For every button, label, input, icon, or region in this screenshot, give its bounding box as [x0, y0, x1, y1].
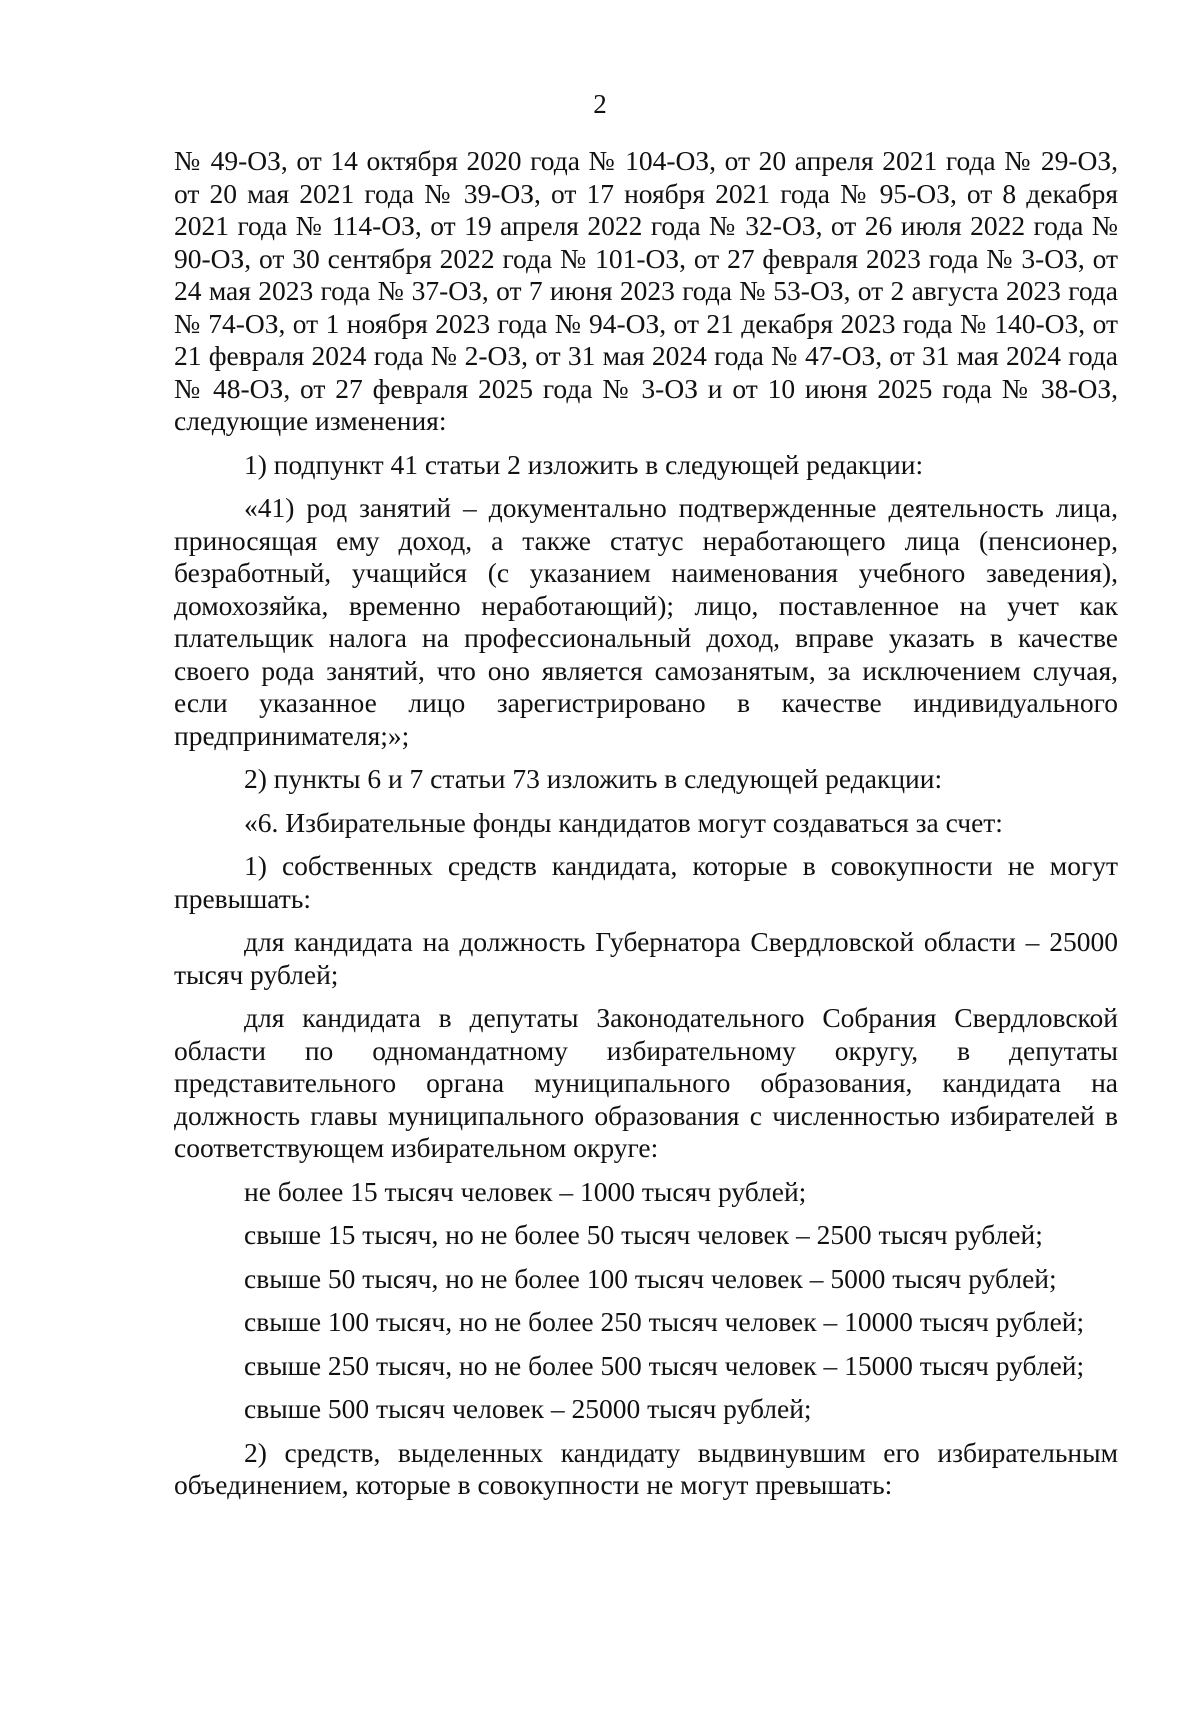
list-item-limit: свыше 50 тысяч, но не более 100 тысяч человек – 5000 тысяч рублей; [244, 1262, 1057, 1294]
paragraph-point-6: «6. Избирательные фонды кандидатов могут создаваться за счет: [244, 806, 1003, 838]
list-item-limit: свыше 250 тысяч, но не более 500 тысяч человек – 15000 тысяч рублей; [244, 1349, 1085, 1381]
paragraph-governor-limit: для кандидата на должность Губернатора Свердловской области – 25000 тысяч рублей; [174, 926, 1118, 990]
paragraph-subpoint-2: 2) средств, выделенных кандидату выдвинувшим его избирательным объединением, которые в совокупности не могут превышать: [174, 1436, 1118, 1500]
paragraph-item-1: 1) подпункт 41 статьи 2 изложить в следующей редакции: [244, 448, 924, 480]
paragraph-item-41-text: «41) род занятий – документально подтвержденные деятельность лица, приносящая ему доход, а также статус неработающего лица (пенсионер, безработный, учащийся (с указанием наименования учебного заведения), домохозяйка, временно неработающий); лицо, поставленное на учет как плательщик налога на профессиональный доход, вправе указать в качестве своего рода занятий, что оно является самозанятым, за исключением случая, если указанное лицо зарегистрировано в качестве индивидуального предпринимателя;»; [174, 492, 1118, 751]
paragraph-item-2: 2) пункты 6 и 7 статьи 73 изложить в следующей редакции: [244, 763, 943, 794]
paragraph-subpoint-1: 1) собственных средств кандидата, которые в совокупности не могут превышать: [174, 850, 1118, 914]
document-body [174, 145, 1118, 1502]
paragraph-amendment-list: № 49-ОЗ, от 14 октября 2020 года № 104-ОЗ, от 20 апреля 2021 года № 29-ОЗ, от 20 мая 2021 года № 39-ОЗ, от 17 ноября 2021 года № 95-ОЗ, от 8 декабря 2021 года № 114-ОЗ, от 19 апреля 2022 года № 32-ОЗ, от 26 июля 2022 года № 90-ОЗ, от 30 сентября 2022 года № 101-ОЗ, от 27 февраля 2023 года № 3-ОЗ, от 24 мая 2023 года № 37-ОЗ, от 7 июня 2023 года № 53-ОЗ, от 2 августа 2023 года № 74-ОЗ, от 1 ноября 2023 года № 94-ОЗ, от 21 декабря 2023 года № 140-ОЗ, от 21 февраля 2024 года № 2-ОЗ, от 31 мая 2024 года № 47-ОЗ, от 31 мая 2024 года № 48-ОЗ, от 27 февраля 2025 года № 3-ОЗ и от 10 июня 2025 года № 38-ОЗ, следующие изменения: [174, 145, 1118, 436]
page-number: 2 [593, 89, 607, 119]
list-item-limit: свыше 15 тысяч, но не более 50 тысяч человек – 2500 тысяч рублей; [244, 1219, 1043, 1250]
list-item-limit: свыше 100 тысяч, но не более 250 тысяч человек – 10000 тысяч рублей; [244, 1306, 1085, 1337]
paragraph-deputy-candidates: для кандидата в депутаты Законодательного Собрания Свердловской области по одномандатному избирательному округу, в депутаты представительного органа муниципального образования, кандидата на должность главы муниципального образования с численностью избирателей в соответствующем избирательном округе: [174, 1002, 1118, 1163]
list-item-limit: свыше 500 тысяч человек – 25000 тысяч рублей; [244, 1393, 812, 1424]
list-item-limit: не более 15 тысяч человек – 1000 тысяч рублей; [244, 1175, 807, 1207]
